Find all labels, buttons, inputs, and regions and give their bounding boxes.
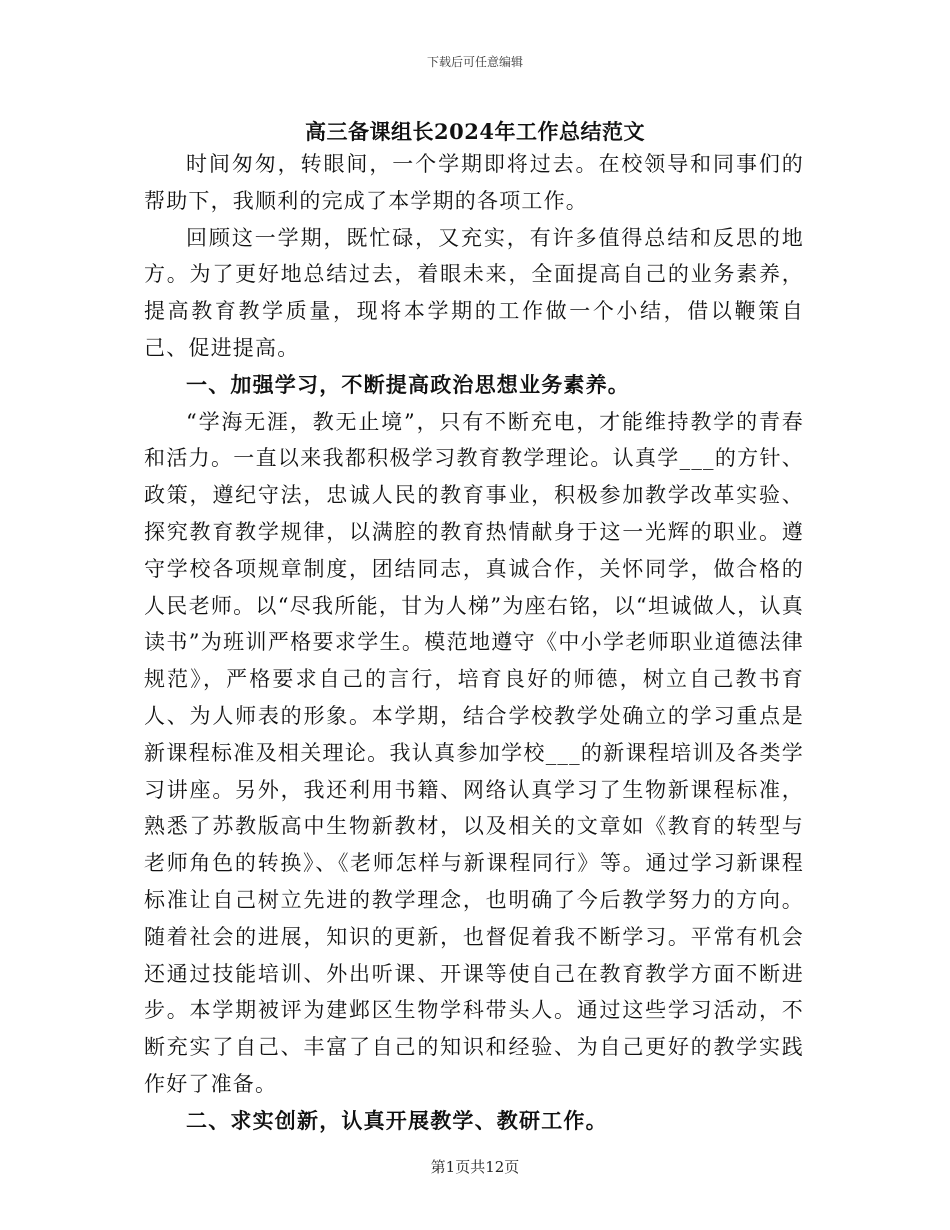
paragraph-study: “学海无涯，教无止境”，只有不断充电，才能维持教学的青春和活力。一直以来我都积极学习教育教学理论。认真学___的方针、政策，遵纪守法，忠诚人民的教育事业，积极参加教学改革实验、探究教育教学规律，以满腔的教育热情献身于这一光辉的职业。遵守学校各项规章制度，团结同志，真诚合作，关怀同学，做合格的人民老师。以“尽我所能，甘为人梯”为座右铭，以“坦诚做人，认真读书”为班训严格要求学生。模范地遵守《中小学老师职业道德法律规范》，严格要求自己的言行，培育良好的师德，树立自己教书育人、为人师表的形象。本学期，结合学校教学处确立的学习重点是新课程标准及相关理论。我认真参加学校___的新课程培训及各类学习讲座。另外，我还利用书籍、网络认真学习了生物新课程标准，熟悉了苏教版高中生物新教材，以及相关的文章如《教育的转型与老师角色的转换》、《老师怎样与新课程同行》等。通过学习新课程标准让自己树立先进的教学理念，也明确了今后教学努力的方向。随着社会的进展，知识的更新，也督促着我不断学习。平常有机会还通过技能培训、外出听课、开课等使自己在教育教学方面不断进步。本学期被评为建邺区生物学科带头人。通过这些学习活动，不断充实了自己、丰富了自己的知识和经验、为自己更好的教学实践作好了准备。 (144, 409, 804, 1096)
paragraph-intro: 时间匆匆，转眼间，一个学期即将过去。在校领导和同事们的帮助下，我顺利的完成了本学期的各项工作。 (144, 152, 804, 213)
page-header: 下载后可任意编辑 (426, 55, 523, 69)
document-title: 高三备课组长2024年工作总结范文 (305, 119, 645, 144)
section-heading-1: 一、加强学习，不断提高政治思想业务素养。 (186, 371, 630, 397)
page-footer: 第1页共12页 (430, 1158, 520, 1176)
section-heading-2: 二、求实创新，认真开展教学、教研工作。 (186, 1107, 608, 1133)
paragraph-review: 回顾这一学期，既忙碌，又充实，有许多值得总结和反思的地方。为了更好地总结过去，着眼未来，全面提高自己的业务素养，提高教育教学质量，现将本学期的工作做一个小结，借以鞭策自己、促进提高。 (144, 225, 804, 360)
document-body (144, 146, 804, 1140)
